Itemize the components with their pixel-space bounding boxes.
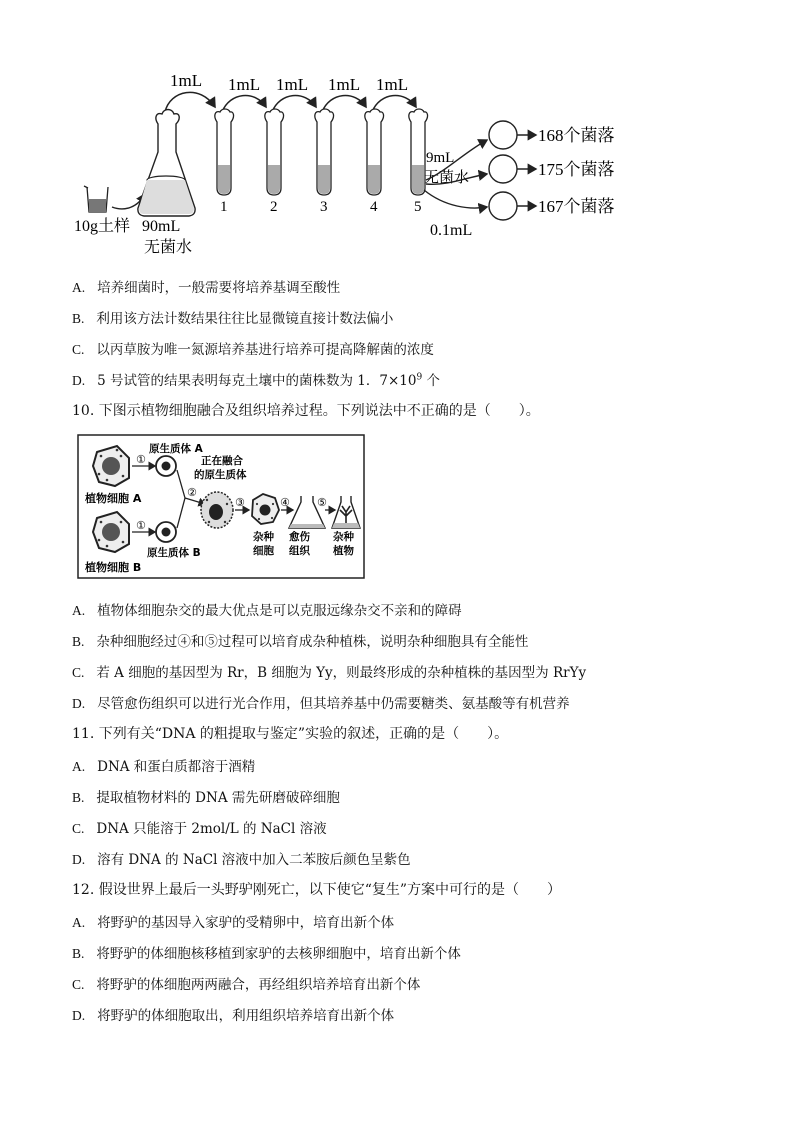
protoplast-b-label: 原生质体 B bbox=[147, 547, 201, 559]
plating-volume-label: 0.1mL bbox=[430, 222, 473, 239]
step-label: ④ bbox=[280, 496, 290, 509]
q11-stem: 11. 下列有关“DNA 的粗提取与鉴定”实验的叙述，正确的是（ ）。 bbox=[72, 726, 509, 742]
petri-dish-icon bbox=[489, 192, 517, 220]
transfer-arrow bbox=[165, 92, 215, 112]
q10-stem: 10. 下图示植物细胞融合及组织培养过程。下列说法中不正确的是（ ）。 bbox=[72, 403, 540, 419]
tube-number: 5 bbox=[414, 199, 422, 215]
step-label: ① bbox=[136, 453, 146, 466]
q9-option-d: D. 5 号试管的结果表明每克土壤中的菌株数为 1．$7\times 10^9$ 个 bbox=[72, 372, 440, 389]
hybrid-plant-label-line1: 杂种 bbox=[333, 531, 354, 543]
tube-number: 3 bbox=[320, 199, 328, 215]
q10-option-a: A. 植物体细胞杂交的最大优点是可以克服远缘杂交不亲和的障碍 bbox=[72, 603, 462, 619]
step-label: ③ bbox=[235, 496, 245, 509]
q10-option-d: D. 尽管愈伤组织可以进行光合作用，但其培养基中仍需要糖类、氨基酸等有机营养 bbox=[72, 696, 570, 712]
tube-number: 2 bbox=[270, 199, 278, 215]
colony-count-label: 175个菌落 bbox=[538, 160, 615, 179]
cell-a-label: 植物细胞 A bbox=[85, 492, 142, 505]
colony-count-label: 168个菌落 bbox=[538, 126, 615, 145]
step-label: ① bbox=[136, 519, 146, 532]
transfer-volume-label: 1mL bbox=[376, 75, 409, 94]
step-label: ② bbox=[187, 486, 197, 499]
test-tube-2-icon bbox=[265, 109, 284, 195]
q12-option-d: D. 将野驴的体细胞取出，利用组织培养培育出新个体 bbox=[72, 1008, 395, 1024]
plant-cell-b-icon bbox=[93, 512, 129, 552]
flask-icon bbox=[138, 110, 195, 217]
cell-fusion-figure bbox=[77, 434, 365, 579]
callus-label-line2: 组织 bbox=[289, 545, 310, 557]
fusing-label-line2: 的原生质体 bbox=[194, 469, 247, 481]
q9-option-b: B. 利用该方法计数结果往往比显微镜直接计数法偏小 bbox=[72, 311, 394, 327]
tube-number: 1 bbox=[220, 199, 228, 215]
flask-water-label: 无菌水 bbox=[144, 237, 193, 256]
colony-count-label: 167个菌落 bbox=[538, 197, 615, 216]
cell-b-label: 植物细胞 B bbox=[85, 561, 142, 574]
hybrid-plant-label-line2: 植物 bbox=[333, 545, 354, 557]
plant-cell-a-icon bbox=[93, 446, 129, 486]
hybrid-cell-label-line1: 杂种 bbox=[253, 531, 274, 543]
hybrid-cell-label-line2: 细胞 bbox=[253, 545, 274, 557]
q12-stem: 12. 假设世界上最后一头野驴刚死亡，以下使它“复生”方案中可行的是（ ） bbox=[72, 882, 562, 898]
q11-option-a: A. DNA 和蛋白质都溶于酒精 bbox=[72, 759, 256, 775]
hybrid-cell-icon bbox=[252, 494, 279, 524]
q10-option-b: B. 杂种细胞经过④和⑤过程可以培育成杂种植株，说明杂种细胞具有全能性 bbox=[72, 634, 529, 650]
transfer-volume-label: 1mL bbox=[276, 75, 309, 94]
plating-arrow bbox=[424, 190, 487, 208]
protoplast-a-label: 原生质体 A bbox=[149, 443, 203, 455]
tube-volume-label: 9mL bbox=[426, 150, 455, 166]
petri-dish-icon bbox=[489, 155, 517, 183]
step-label: ⑤ bbox=[317, 496, 327, 509]
q11-option-d: D. 溶有 DNA 的 NaCl 溶液中加入二苯胺后颜色呈紫色 bbox=[72, 852, 411, 868]
serial-dilution-figure bbox=[70, 62, 630, 262]
q11-option-c: C. DNA 只能溶于 2mol/L 的 NaCl 溶液 bbox=[72, 821, 327, 837]
test-tube-1-icon bbox=[215, 109, 234, 195]
fusing-label-line1: 正在融合 bbox=[201, 455, 243, 467]
transfer-volume-label: 1mL bbox=[228, 75, 261, 94]
soil-beaker-icon bbox=[84, 186, 108, 212]
q9-option-c: C. 以丙草胺为唯一氮源培养基进行培养可提高降解菌的浓度 bbox=[72, 342, 434, 358]
callus-label-line1: 愈伤 bbox=[289, 531, 310, 543]
q11-option-b: B. 提取植物材料的 DNA 需先研磨破碎细胞 bbox=[72, 790, 340, 806]
fusing-protoplast-icon bbox=[201, 492, 233, 528]
tube-water-label: 无菌水 bbox=[424, 168, 470, 186]
flask-volume-label: 90mL bbox=[142, 218, 181, 235]
tube-number: 4 bbox=[370, 199, 378, 215]
q12-option-c: C. 将野驴的体细胞两两融合，再经组织培养培育出新个体 bbox=[72, 977, 421, 993]
q12-option-a: A. 将野驴的基因导入家驴的受精卵中，培育出新个体 bbox=[72, 915, 395, 931]
soil-sample-label: 10g土样 bbox=[74, 218, 131, 235]
q12-option-b: B. 将野驴的体细胞核移植到家驴的去核卵细胞中，培育出新个体 bbox=[72, 946, 461, 962]
transfer-volume-label: 1mL bbox=[328, 75, 361, 94]
test-tube-3-icon bbox=[315, 109, 334, 195]
q9-option-a: A. 培养细菌时，一般需要将培养基调至酸性 bbox=[72, 280, 341, 296]
q10-option-c: C. 若 A 细胞的基因型为 Rr，B 细胞为 Yy，则最终形成的杂种植株的基因型为 RrYy bbox=[72, 665, 587, 681]
transfer-volume-label: 1mL bbox=[170, 71, 203, 90]
test-tube-4-icon bbox=[365, 109, 384, 195]
petri-dish-icon bbox=[489, 121, 517, 149]
